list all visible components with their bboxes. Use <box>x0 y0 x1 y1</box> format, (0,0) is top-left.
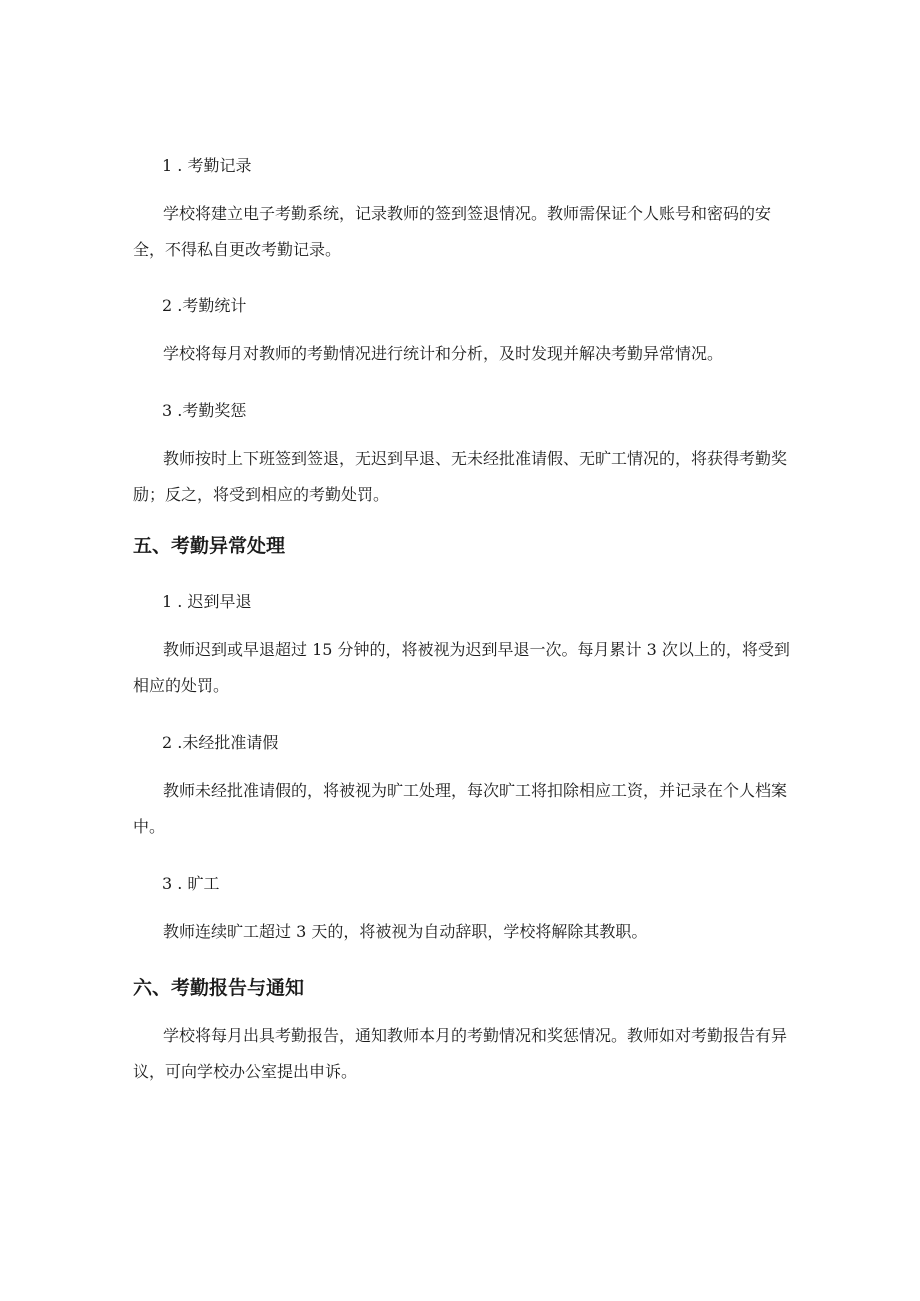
subheading-attendance-record: 1 . 考勤记录 <box>162 156 252 175</box>
paragraph-report-notification: 学校将每月出具考勤报告，通知教师本月的考勤情况和奖惩情况。教师如对考勤报告有异议，可向学校办公室提出申诉。 <box>133 1026 788 1081</box>
subheading-attendance-rewards: 3 .考勤奖惩 <box>162 401 247 420</box>
paragraph-attendance-record: 学校将建立电子考勤系统，记录教师的签到签退情况。教师需保证个人账号和密码的安全，不得私自更改考勤记录。 <box>133 204 772 259</box>
section-heading-report-notification: 六、考勤报告与通知 <box>133 977 305 999</box>
paragraph-attendance-rewards: 教师按时上下班签到签退，无迟到早退、无未经批准请假、无旷工情况的，将获得考勤奖励；反之，将受到相应的考勤处罚。 <box>133 449 788 504</box>
paragraph-unapproved-leave: 教师未经批准请假的，将被视为旷工处理，每次旷工将扣除相应工资，并记录在个人档案中。 <box>133 781 788 836</box>
subheading-absenteeism: 3 . 旷工 <box>162 874 220 893</box>
subheading-unapproved-leave: 2 .未经批准请假 <box>162 733 279 752</box>
section-heading-attendance-exceptions: 五、考勤异常处理 <box>133 535 286 557</box>
paragraph-attendance-statistics: 学校将每月对教师的考勤情况进行统计和分析，及时发现并解决考勤异常情况。 <box>163 344 724 363</box>
subheading-attendance-statistics: 2 .考勤统计 <box>162 296 247 315</box>
subheading-late-early: 1 . 迟到早退 <box>162 592 252 611</box>
paragraph-absenteeism: 教师连续旷工超过 3 天的，将被视为自动辞职，学校将解除其教职。 <box>163 922 648 941</box>
paragraph-late-early: 教师迟到或早退超过 15 分钟的，将被视为迟到早退一次。每月累计 3 次以上的，将受到相应的处罚。 <box>133 640 790 695</box>
